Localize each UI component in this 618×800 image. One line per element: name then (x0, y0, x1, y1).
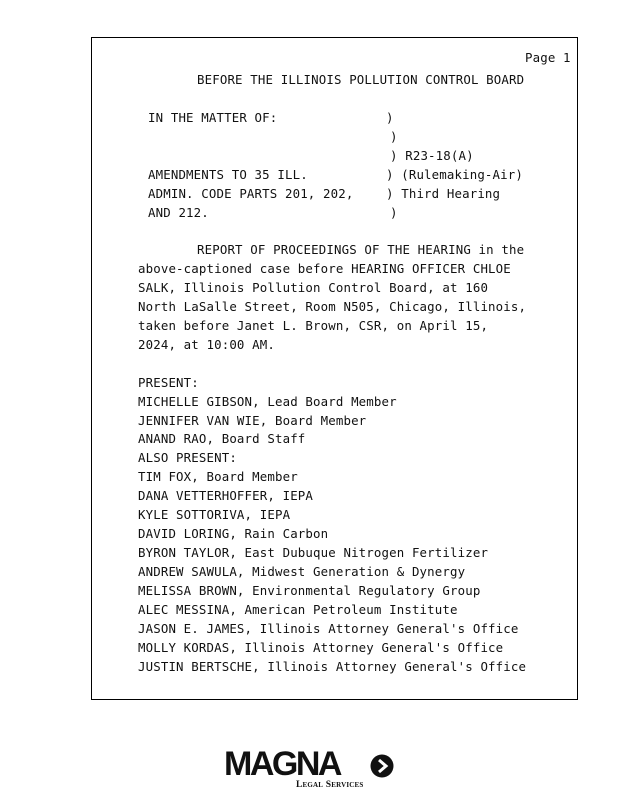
attendee-line: DANA VETTERHOFFER, IEPA (138, 488, 314, 503)
attendee-line: BYRON TAYLOR, East Dubuque Nitrogen Fertilizer (138, 545, 489, 560)
arrow-circle-icon (370, 754, 394, 778)
transcript-page (91, 37, 578, 700)
caption-right-text: ) (390, 129, 398, 144)
attendee-line: DAVID LORING, Rain Carbon (138, 526, 329, 541)
page-heading: BEFORE THE ILLINOIS POLLUTION CONTROL BOARD (197, 72, 525, 87)
report-line: taken before Janet L. Brown, CSR, on April 15, (138, 318, 489, 333)
logo-subtitle: Legal Services (296, 780, 364, 790)
caption-left-text: AND 212. (148, 205, 209, 220)
attendee-line: JENNIFER VAN WIE, Board Member (138, 413, 367, 428)
report-line: SALK, Illinois Pollution Control Board, at 160 (138, 280, 489, 295)
attendee-line: ANAND RAO, Board Staff (138, 431, 306, 446)
caption-left-text: ADMIN. CODE PARTS 201, 202, (148, 186, 354, 201)
attendee-line: MELISSA BROWN, Environmental Regulatory Group (138, 583, 481, 598)
report-line: REPORT OF PROCEEDINGS OF THE HEARING in the (197, 242, 525, 257)
attendee-line: JUSTIN BERTSCHE, Illinois Attorney General's Office (138, 659, 527, 674)
caption-left-text: IN THE MATTER OF: (148, 110, 278, 125)
attendee-line: MICHELLE GIBSON, Lead Board Member (138, 394, 397, 409)
attendee-line: ALEC MESSINA, American Petroleum Institute (138, 602, 458, 617)
attendee-line: KYLE SOTTORIVA, IEPA (138, 507, 291, 522)
attendee-line: JASON E. JAMES, Illinois Attorney General's Office (138, 621, 519, 636)
page-label: Page 1 (525, 50, 571, 65)
attendee-line: ANDREW SAWULA, Midwest Generation & Dynergy (138, 564, 466, 579)
caption-left-text: AMENDMENTS TO 35 ILL. (148, 167, 308, 182)
attendee-line: MOLLY KORDAS, Illinois Attorney General's Office (138, 640, 504, 655)
report-line: North LaSalle Street, Room N505, Chicago, Illinois, (138, 299, 527, 314)
caption-right-text: ) (386, 110, 394, 125)
attendee-line: TIM FOX, Board Member (138, 469, 298, 484)
caption-right-text: ) (Rulemaking-Air) (386, 167, 523, 182)
magna-logo (224, 747, 396, 793)
present-heading: PRESENT: (138, 375, 199, 390)
report-line: 2024, at 10:00 AM. (138, 337, 275, 352)
caption-right-text: ) Third Hearing (386, 186, 501, 201)
logo-wordmark: MAGNA (224, 745, 340, 783)
report-line: above-captioned case before HEARING OFFICER CHLOE (138, 261, 511, 276)
case-number: ) R23-18(A) (390, 148, 474, 163)
caption-right-text: ) (390, 205, 398, 220)
also-present-heading: ALSO PRESENT: (138, 450, 237, 465)
